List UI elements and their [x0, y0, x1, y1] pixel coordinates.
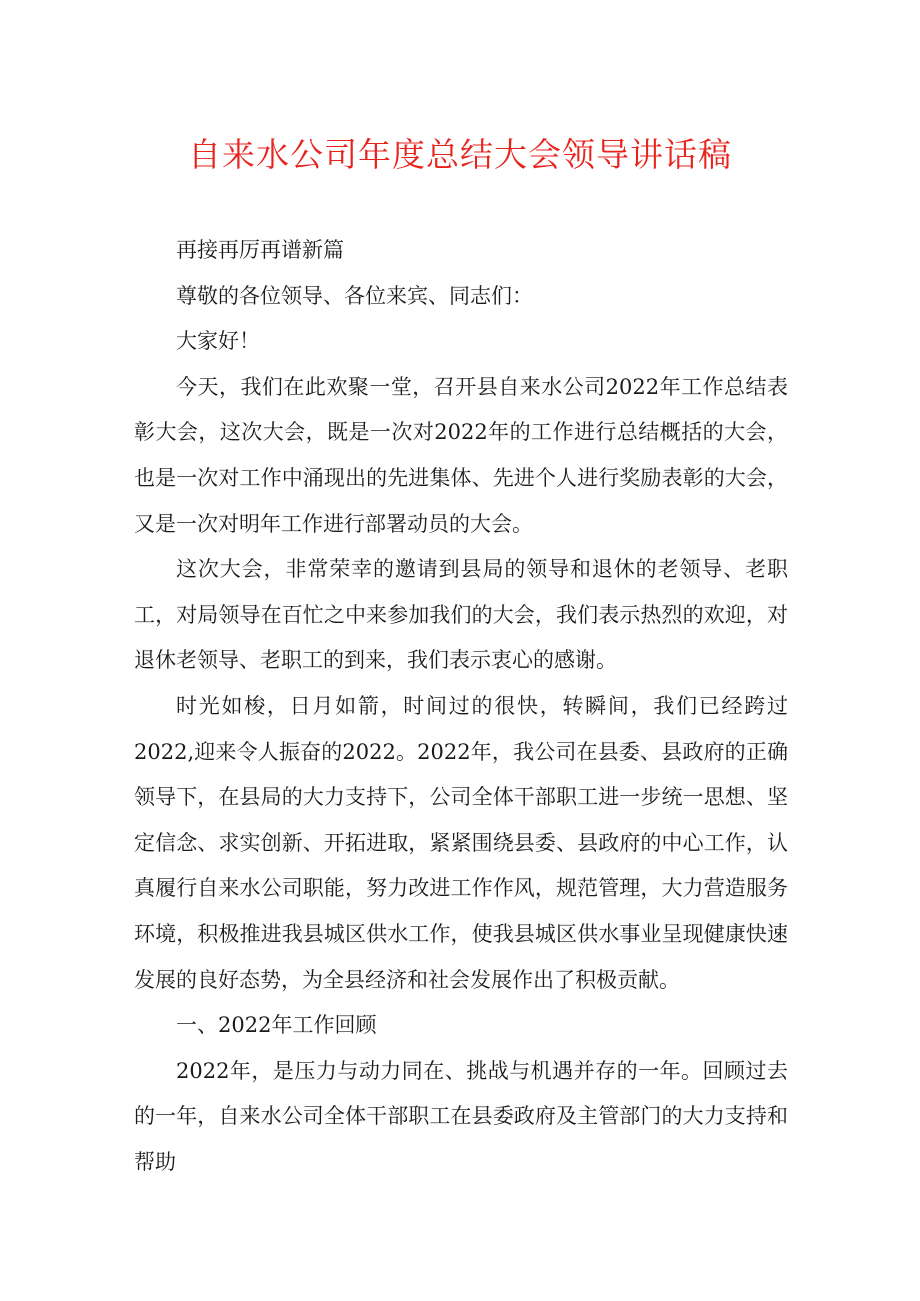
paragraph: 这次大会，非常荣幸的邀请到县局的领导和退休的老领导、老职工，对局领导在百忙之中来参加我们的大会，我们表示热烈的欢迎，对退休老领导、老职工的到来，我们表示衷心的感谢。: [134, 557, 788, 673]
paragraph: 时光如梭，日月如箭，时间过的很快，转瞬间，我们已经跨过2022,迎来令人振奋的2022。2022年，我公司在县委、县政府的正确领导下，在县局的大力支持下，公司全体干部职工进一步统一思想、坚定信念、求实创新、开拓进取，紧紧围绕县委、县政府的中心工作，认真履行自来水公司职能，努力改进工作作风，规范管理，大力营造服务环境，积极推进我县城区供水工作，使我县城区供水事业呈现健康快速发展的良好态势，为全县经济和社会发展作出了积极贡献。: [134, 693, 788, 992]
document-body: [134, 228, 788, 1185]
paragraph-subtitle: 再接再厉再谱新篇: [176, 238, 344, 262]
paragraph-salutation: 尊敬的各位领导、各位来宾、同志们：: [176, 283, 533, 308]
document-title: 自来水公司年度总结大会领导讲话稿: [188, 135, 732, 174]
paragraph-greeting: 大家好！: [176, 329, 260, 354]
section-heading: 一、2022年工作回顾: [176, 1013, 377, 1038]
paragraph: 今天，我们在此欢聚一堂，召开县自来水公司2022年工作总结表彰大会，这次大会，既是一次对2022年的工作进行总结概括的大会，也是一次对工作中涌现出的先进集体、先进个人进行奖励表彰的大会，又是一次对明年工作进行部署动员的大会。: [134, 374, 788, 536]
paragraph: 2022年，是压力与动力同在、挑战与机遇并存的一年。回顾过去的一年，自来水公司全体干部职工在县委政府及主管部门的大力支持和帮助: [134, 1058, 788, 1174]
